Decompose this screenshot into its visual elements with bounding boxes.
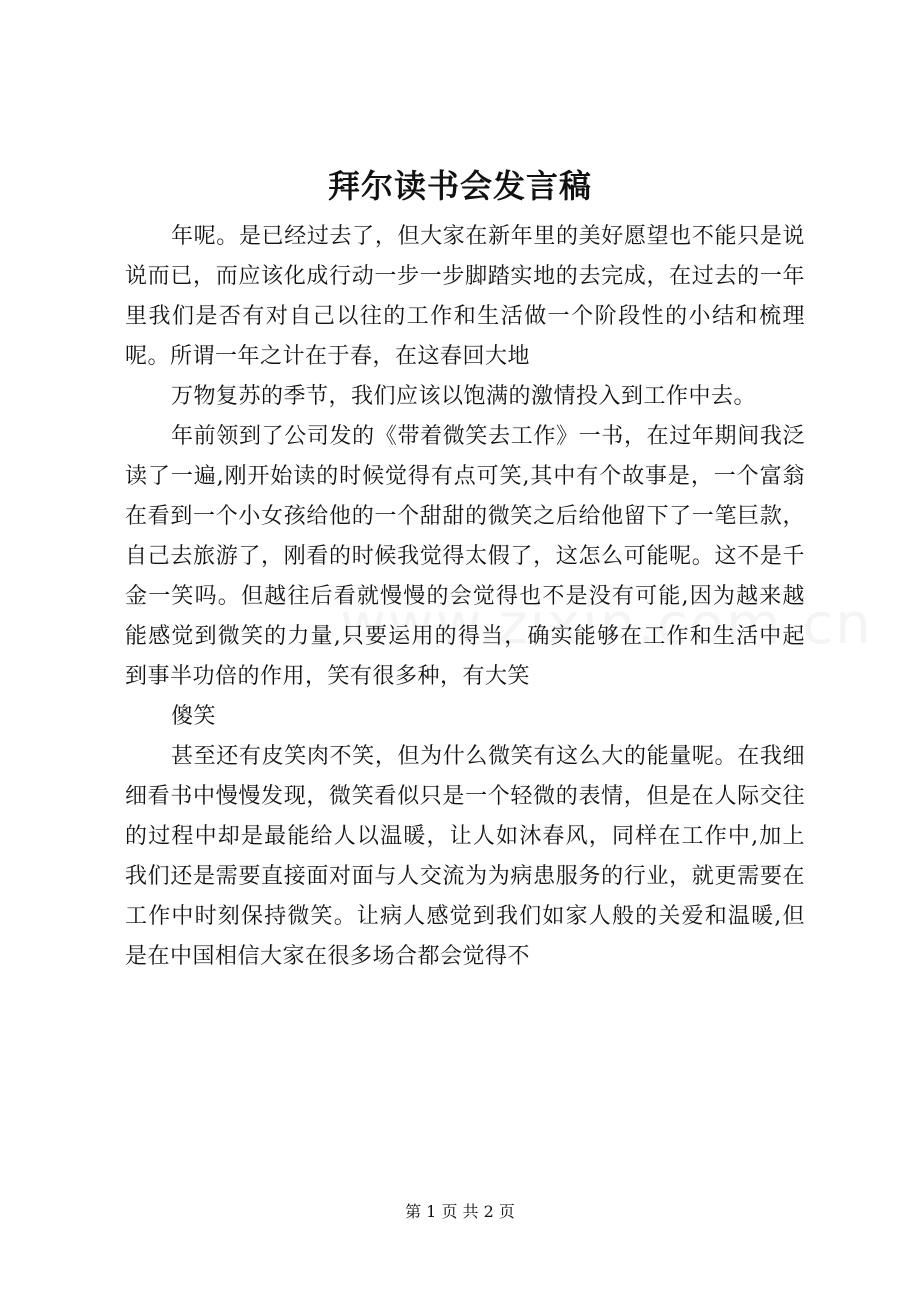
- paragraph-3: 年前领到了公司发的《带着微笑去工作》一书，在过年期间我泛读了一遍,刚开始读的时候觉得有点可笑,其中有个故事是，一个富翁在看到一个小女孩给他的一个甜甜的微笑之后给他留下了一笔巨款，自己去旅游了，刚看的时候我觉得太假了，这怎么可能呢。这不是千金一笑吗。但越往后看就慢慢的会觉得也不是没有可能,因为越来越能感觉到微笑的力量,只要运用的得当，确实能够在工作和生活中起到事半功倍的作用，笑有很多种，有大笑: [125, 424, 805, 689]
- paragraph-4: 傻笑: [171, 704, 217, 729]
- document-title: 拜尔读书会发言稿: [327, 167, 592, 205]
- watermark: [340, 592, 873, 657]
- paragraph-2: 万物复苏的季节，我们应该以饱满的激情投入到工作中去。: [171, 384, 757, 409]
- page-footer: 第 1 页 共 2 页: [405, 1202, 515, 1221]
- paragraph-5: 甚至还有皮笑肉不笑，但为什么微笑有这么大的能量呢。在我细细看书中慢慢发现，微笑看似只是一个轻微的表情，但是在人际交往的过程中却是最能给人以温暖，让人如沐春风，同样在工作中,加上我们还是需要直接面对面与人交流为为病患服务的行业，就更需要在工作中时刻保持微笑。让病人感觉到我们如家人般的关爱和温暖,但是在中国相信大家在很多场合都会觉得不: [125, 744, 805, 969]
- paragraph-1: 年呢。是已经过去了，但大家在新年里的美好愿望也不能只是说说而已，而应该化成行动一步一步脚踏实地的去完成，在过去的一年里我们是否有对自己以往的工作和生活做一个阶段性的小结和梳理呢。所谓一年之计在于春，在这春回大地: [125, 224, 805, 369]
